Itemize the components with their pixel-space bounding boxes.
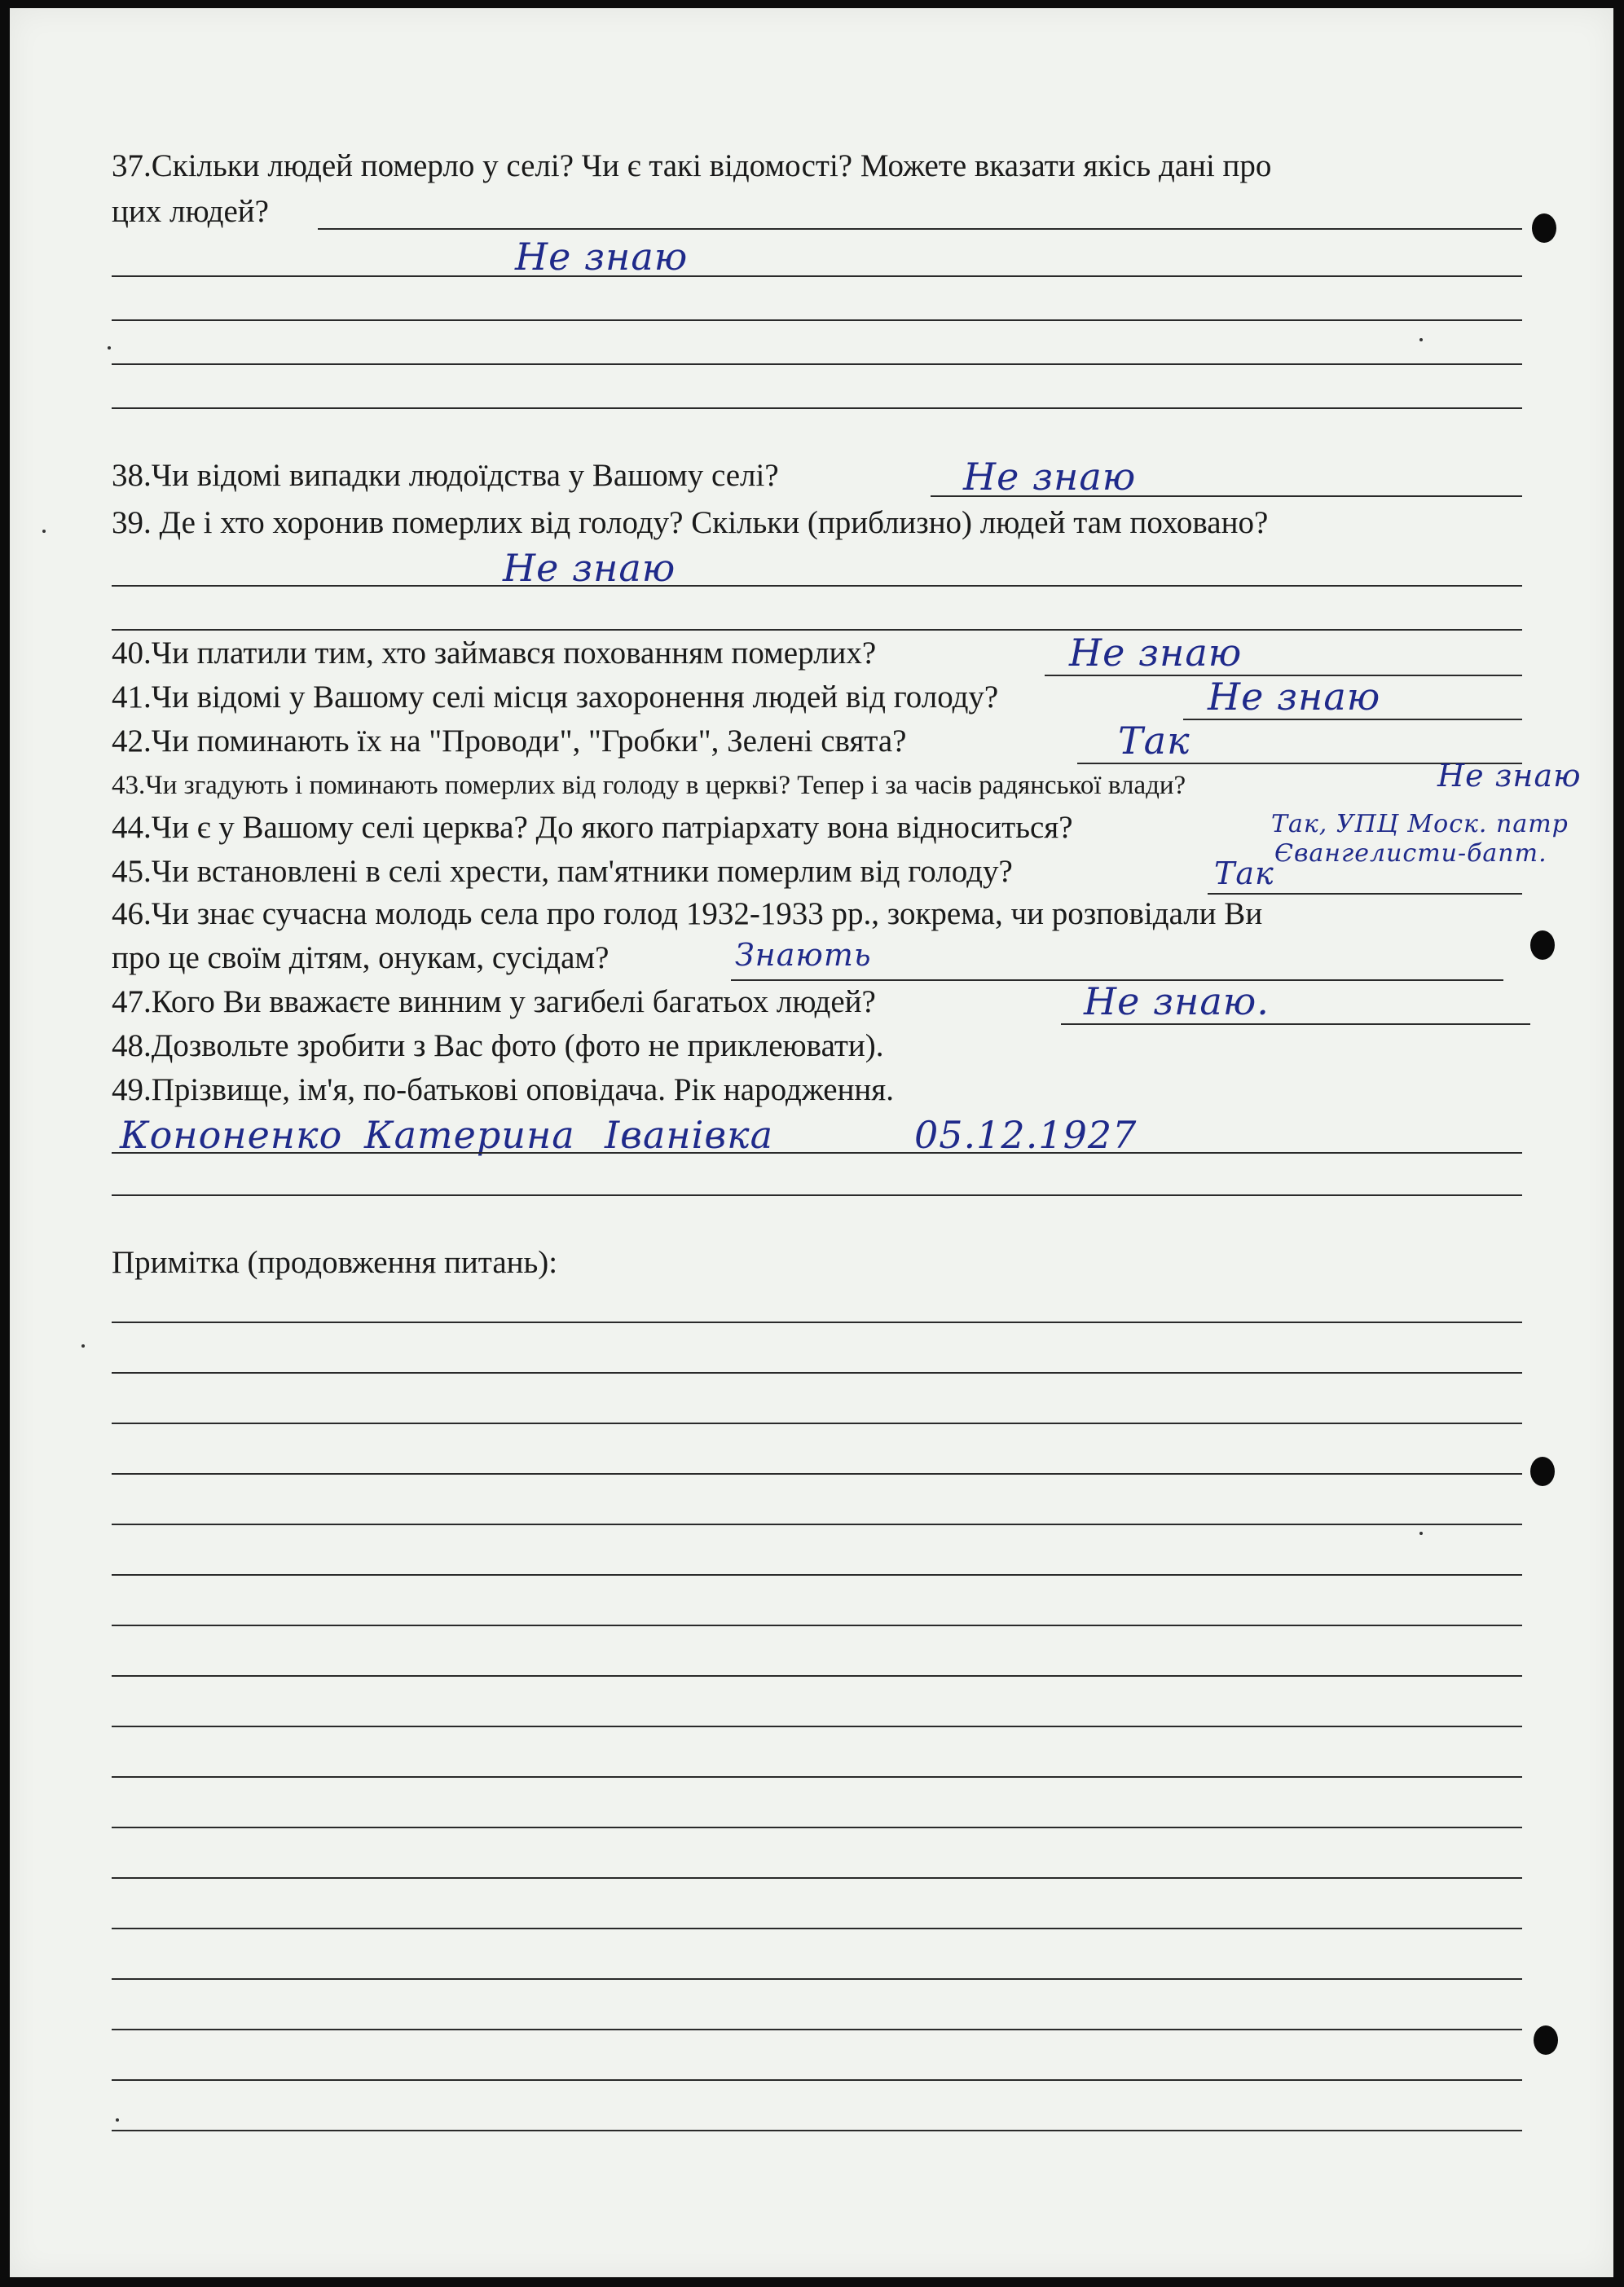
narrator-patronymic: Іванівка — [605, 1113, 774, 1157]
narrator-surname: Кононенко — [120, 1113, 343, 1157]
answer-37: Не знаю — [515, 235, 689, 279]
question-48: 48.Дозвольте зробити з Вас фото (фото не приклеювати). — [112, 1028, 884, 1063]
question-47: 47.Кого Ви вважаєте винним у загибелі багатьох людей? — [112, 984, 876, 1019]
note-line — [112, 2130, 1522, 2131]
answer-line — [112, 585, 1522, 587]
answer-line — [112, 1152, 1522, 1154]
note-heading: Примітка (продовження питань): — [112, 1245, 558, 1280]
paper-speck — [116, 2118, 119, 2122]
question-39: 39. Де і хто хоронив померлих від голоду? Скільки (приблизно) людей там поховано? — [112, 505, 1269, 540]
question-41: 41.Чи відомі у Вашому селі місця захоронення людей від голоду? — [112, 680, 999, 715]
answer-line — [318, 228, 1522, 230]
punch-hole — [1530, 930, 1555, 960]
note-line — [112, 1625, 1522, 1626]
answer-45: Так — [1214, 855, 1274, 891]
answer-47: Не знаю. — [1084, 979, 1270, 1023]
answer-line — [112, 629, 1522, 631]
answer-line — [112, 407, 1522, 409]
answer-43: Не знаю — [1437, 758, 1582, 794]
note-line — [112, 1322, 1522, 1323]
note-line — [112, 1473, 1522, 1475]
answer-46: Знають — [735, 937, 872, 973]
note-line — [112, 1928, 1522, 1929]
question-43: 43.Чи згадують і поминають померлих від голоду в церкві? Тепер і за часів радянської влади? — [112, 771, 1186, 800]
answer-line — [1208, 893, 1522, 895]
answer-line — [1061, 1023, 1530, 1025]
answer-line — [1183, 719, 1522, 720]
answer-line — [112, 275, 1522, 277]
punch-hole — [1530, 1457, 1555, 1486]
note-line — [112, 1877, 1522, 1879]
question-38: 38.Чи відомі випадки людоїдства у Вашому селі? — [112, 458, 779, 493]
question-37-line1: 37.Скільки людей померло у селі? Чи є такі відомості? Можете вказати якісь дані про — [112, 148, 1272, 183]
paper-speck — [108, 346, 111, 350]
punch-hole — [1534, 2025, 1558, 2055]
note-line — [112, 1574, 1522, 1576]
note-line — [112, 1372, 1522, 1374]
note-line — [112, 1776, 1522, 1778]
answer-line — [112, 1194, 1522, 1196]
paper-speck — [1419, 338, 1423, 341]
question-46-line1: 46.Чи знає сучасна молодь села про голод 1932-1933 рр., зокрема, чи розповідали Ви — [112, 896, 1263, 931]
note-line — [112, 1675, 1522, 1677]
question-45: 45.Чи встановлені в селі хрести, пам'ятники померлим від голоду? — [112, 854, 1013, 889]
paper-speck — [81, 1344, 85, 1348]
answer-41: Не знаю — [1208, 675, 1381, 719]
note-line — [112, 1423, 1522, 1424]
punch-hole — [1532, 213, 1556, 243]
narrator-name: Катерина — [364, 1113, 575, 1157]
note-line — [112, 1726, 1522, 1727]
answer-39: Не знаю — [503, 546, 676, 590]
question-37-line2: цих людей? — [112, 194, 269, 229]
answer-40: Не знаю — [1069, 631, 1243, 675]
answer-line — [112, 363, 1522, 365]
question-42: 42.Чи поминають їх на "Проводи", "Гробки", Зелені свята? — [112, 723, 907, 759]
question-46-line2: про це своїм дітям, онукам, сусідам? — [112, 940, 610, 975]
answer-44-line1: Так, УПЦ Моск. патр — [1271, 810, 1569, 838]
note-line — [112, 1978, 1522, 1980]
paper-speck — [42, 530, 46, 533]
answer-line — [112, 319, 1522, 321]
note-line — [112, 2029, 1522, 2030]
note-line — [112, 1827, 1522, 1828]
question-40: 40.Чи платили тим, хто займався похованням померлих? — [112, 636, 877, 671]
question-49: 49.Прізвище, ім'я, по-батькові оповідача. Рік народження. — [112, 1072, 894, 1107]
answer-44-line2: Євангелисти-бапт. — [1274, 839, 1547, 868]
narrator-birth-date: 05.12.1927 — [914, 1113, 1138, 1157]
question-44: 44.Чи є у Вашому селі церква? До якого патріархату вона відноситься? — [112, 810, 1073, 845]
note-line — [112, 2079, 1522, 2081]
questionnaire-page — [10, 8, 1613, 2277]
answer-38: Не знаю — [963, 455, 1137, 499]
note-line — [112, 1524, 1522, 1525]
paper-speck — [1419, 1532, 1423, 1535]
answer-42: Так — [1118, 719, 1190, 763]
